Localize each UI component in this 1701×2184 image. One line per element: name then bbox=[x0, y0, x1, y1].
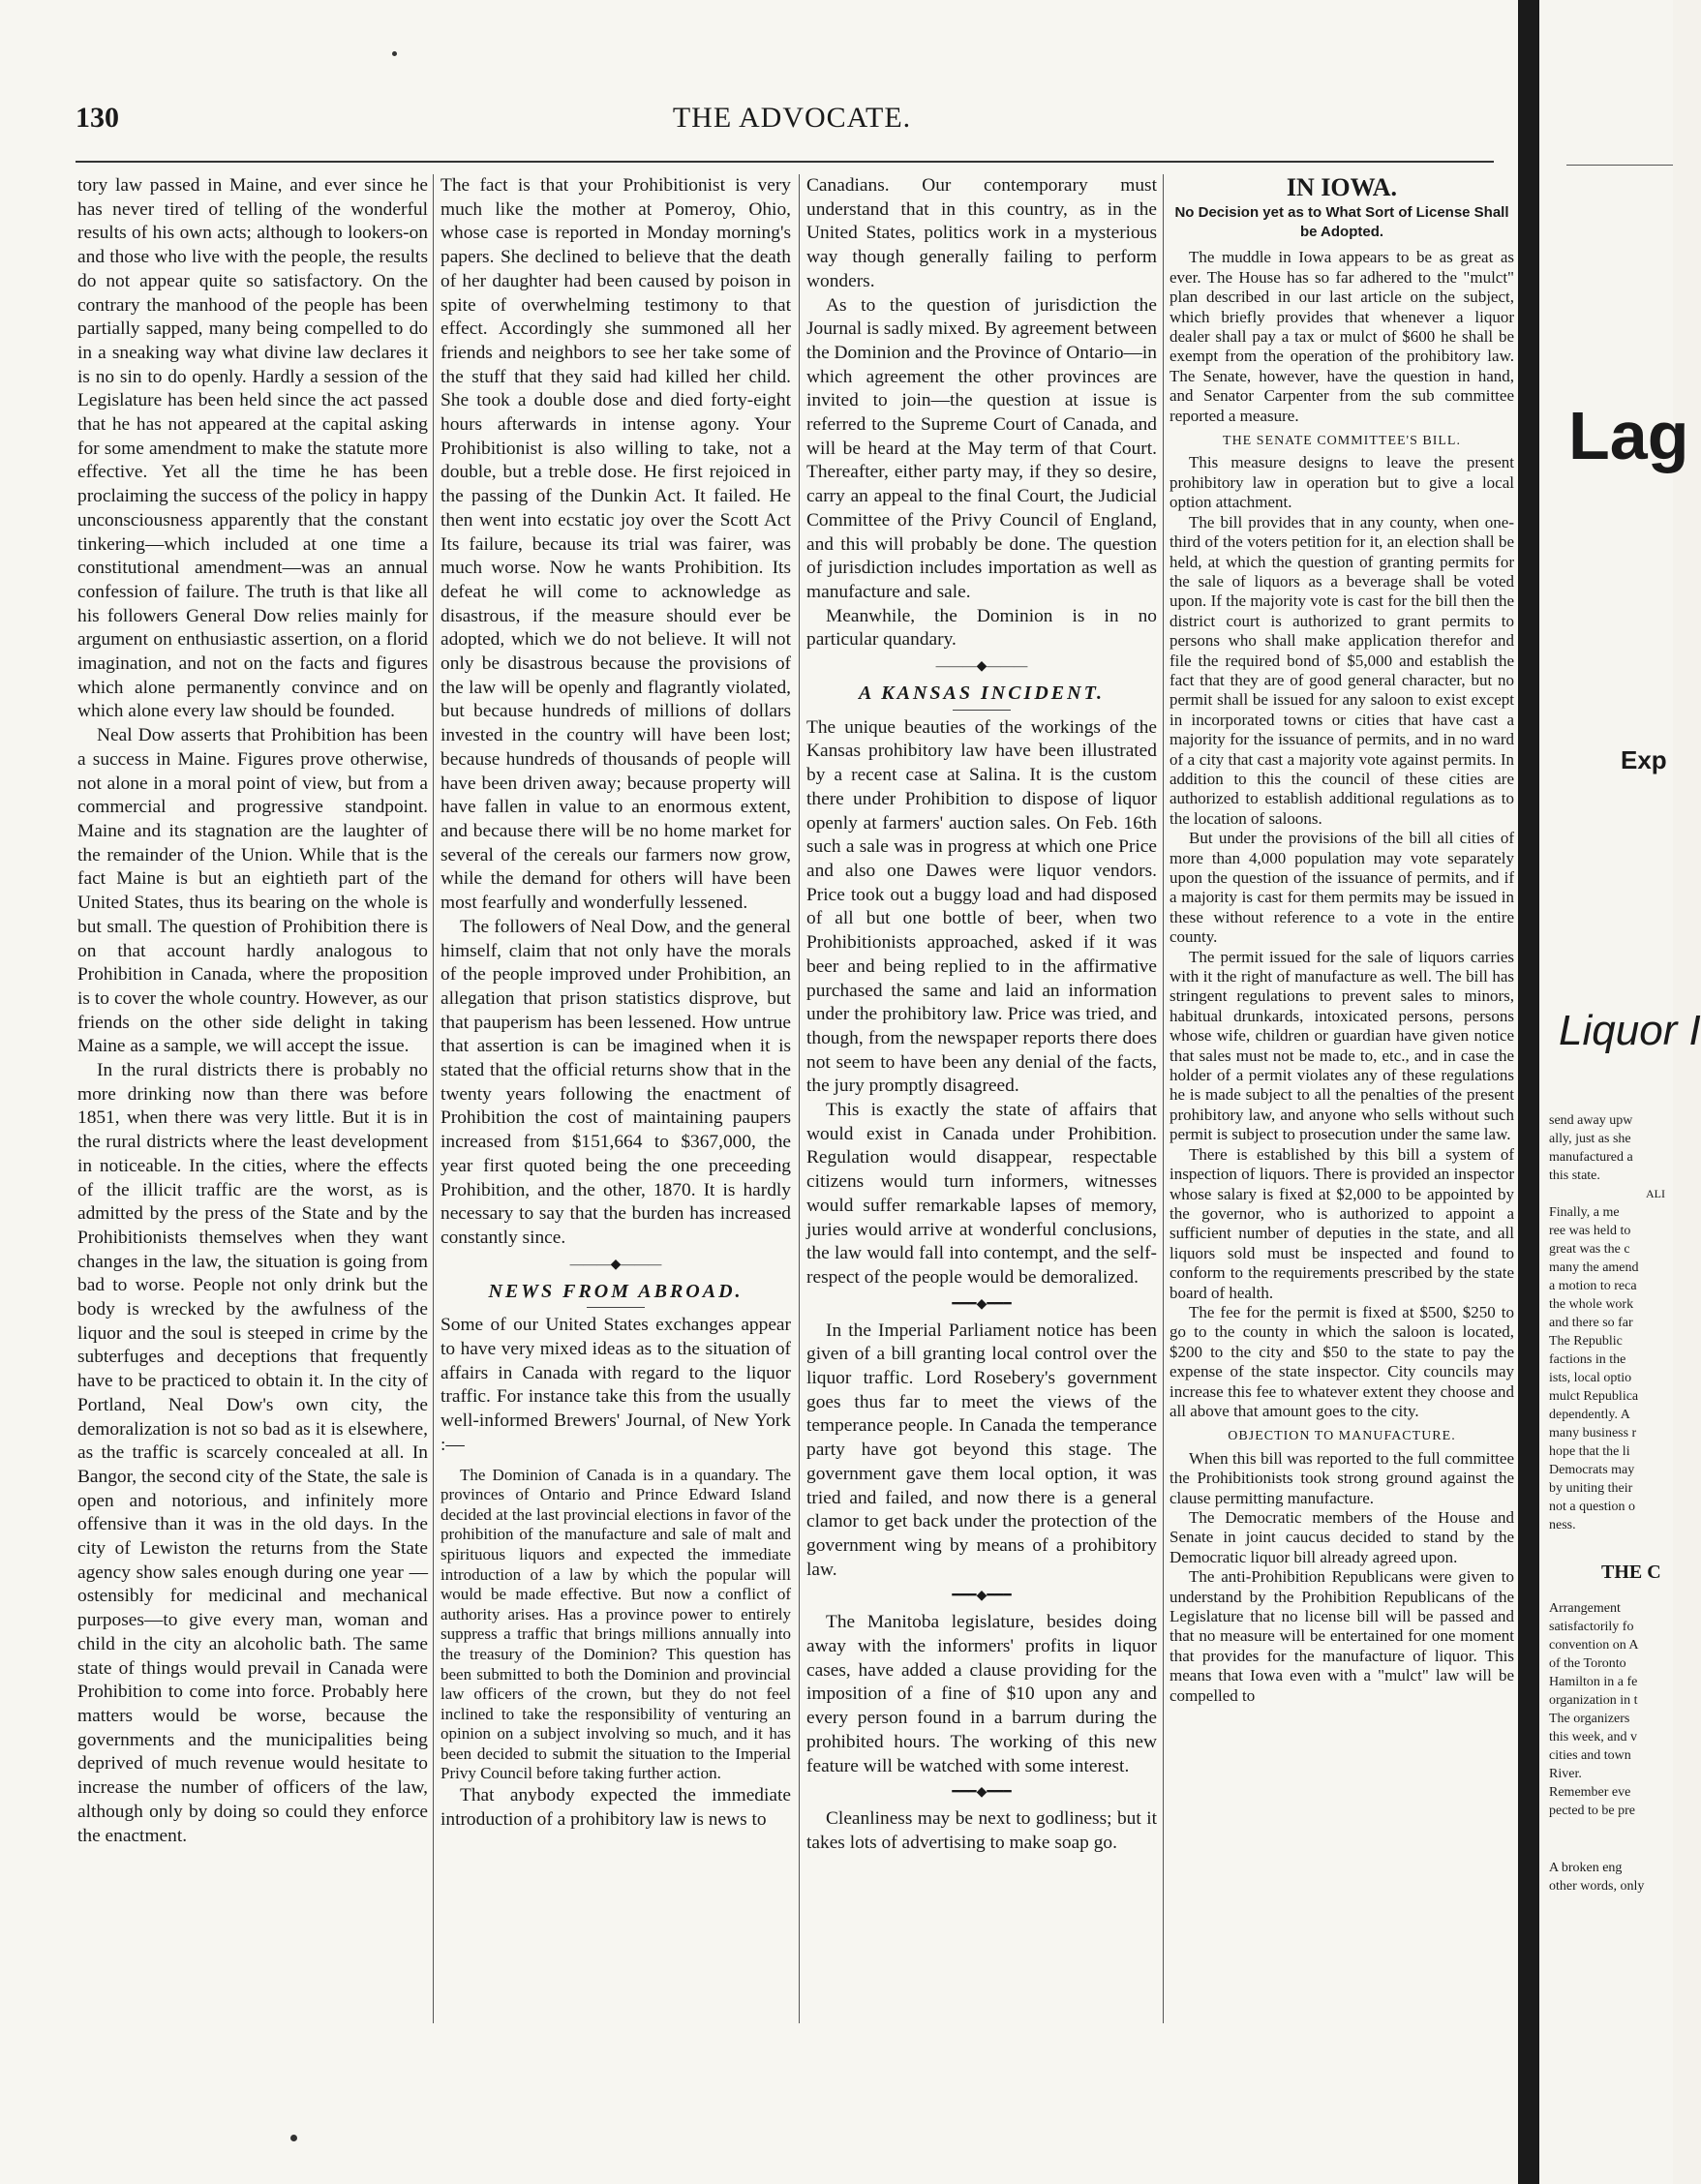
text-line: a motion to reca bbox=[1549, 1279, 1637, 1293]
text-line: manufactured a bbox=[1549, 1150, 1633, 1165]
header-rule bbox=[76, 161, 1494, 163]
rule bbox=[1566, 165, 1673, 166]
partial-text-block bbox=[1549, 1111, 1665, 1896]
paragraph: This is exactly the state of affairs that would exist in Canada under Prohibition. Regulation would disappear, respectable citizens would turn informers, witnesses would suffer remarkable lapses of memory, juries would arrive at wonderful conclusions, the law would fall into contempt, and the self-respect of the people would be demoralized. bbox=[806, 1100, 1157, 1288]
text-line: other words, only bbox=[1549, 1879, 1645, 1894]
text-line: hope that the li bbox=[1549, 1444, 1630, 1459]
page-header bbox=[76, 102, 1508, 148]
text-line: satisfactorily fo bbox=[1549, 1620, 1634, 1634]
text-line: organization in t bbox=[1549, 1693, 1638, 1708]
text-line: Hamilton in a fe bbox=[1549, 1675, 1638, 1689]
column-3 bbox=[806, 174, 1157, 2110]
paragraph: The Manitoba legislature, besides doing away with the informers' profits in liquor cases, have added a clause providing for the imposition of a fine of $10 upon any and every person found in a barrum during the prohibited hours. The working of this new feature will be watched with some interest. bbox=[806, 1612, 1157, 1776]
partial-headline: THE C bbox=[1601, 1562, 1661, 1583]
text-line: Arrangement bbox=[1549, 1601, 1621, 1616]
paper-speck bbox=[392, 51, 397, 56]
text-line: River. bbox=[1549, 1767, 1582, 1781]
paragraph: The permit issued for the sale of liquors carries with it the right of manufacture as well. The bill has stringent regulations to prevent sales to minors, habitual drunkards, intoxicated persons, persons whose wife, children or guardian have given notice that sales must not be made to, etc., and in case the holder of a permit violates any of these regulations he is made subject to all the penalties of the present prohibitory law, and anyone who sells without such permit is subject to prosecution under the same law. bbox=[1169, 947, 1514, 1144]
ornament-divider: ———◆——— bbox=[569, 1257, 662, 1272]
paragraph: The muddle in Iowa appears to be as great as ever. The House has so far adhered to the "mulct" plan described in our last article on the subject, which briefly provides that whenever a liquor dealer shall pay a tax or mulct of $600 he shall be exempt from the operation of the prohibitory law. The Senate, however, have the question in hand, and Senator Carpenter from the sub committee reported a measure. bbox=[1169, 248, 1514, 425]
short-rule bbox=[953, 710, 1011, 711]
text-line: The Republic bbox=[1549, 1334, 1623, 1349]
article-headline-in-iowa: IN IOWA. bbox=[1286, 173, 1398, 201]
quoted-excerpt: The Dominion of Canada is in a quandary. The provinces of Ontario and Prince Edward Island decided at the last provincial elections in favor of the prohibition of the manufacture and sale of malt and spirituous liquors and expected the immediate introduction of a law by which the popular will would be made effective. But now a conflict of authority arises. Has a province power to entirely suppress a traffic that brings millions annually into the treasury of the Dominion? This question has been submitted to both the Dominion and provincial law officers of the crown, but they do not feel inclined to take the responsibility of venturing an opinion on a subject involving so much, and it has been decided to submit the situation to the Imperial Privy Council before taking further action. bbox=[440, 1465, 791, 1783]
text-line: pected to be pre bbox=[1549, 1804, 1636, 1818]
binding-gutter bbox=[1518, 0, 1539, 2184]
paragraph: But under the provisions of the bill all cities of more than 4,000 population may vote separately upon the question of the issuance of permits, and if a majority is cast for them permits may be issued in these without reference to a vote in the entire county. bbox=[1169, 829, 1514, 947]
paragraph: The Democratic members of the House and Senate in joint caucus decided to stand by the Democratic liquor bill already agreed upon. bbox=[1169, 1508, 1514, 1566]
text-line: by uniting their bbox=[1549, 1481, 1633, 1496]
section-subheading: OBJECTION TO MANUFACTURE. bbox=[1228, 1429, 1456, 1444]
column-2 bbox=[440, 174, 791, 2110]
text-line: many business r bbox=[1549, 1426, 1637, 1441]
partial-headline: Exp bbox=[1621, 745, 1667, 774]
text-line: ness. bbox=[1549, 1518, 1576, 1532]
partial-headline: Liquor I bbox=[1559, 1007, 1701, 1054]
text-line: this week, and v bbox=[1549, 1730, 1637, 1744]
text-line: the whole work bbox=[1549, 1297, 1634, 1312]
text-line: this state. bbox=[1549, 1168, 1600, 1183]
column-divider bbox=[799, 174, 800, 2023]
paragraph: This measure designs to leave the present prohibitory law in operation but to give a local option attachment. bbox=[1169, 453, 1514, 512]
paragraph: Some of our United States exchanges appear to have very mixed ideas as to the situation of affairs in Canada with regard to the liquor traffic. For instance take this from the usually well-informed Brewers' Journal, of New York :— bbox=[440, 1315, 791, 1455]
text-line: mulct Republica bbox=[1549, 1389, 1639, 1404]
paragraph: When this bill was reported to the full committee the Prohibitionists took strong ground against the clause permitting manufacture. bbox=[1169, 1448, 1514, 1507]
paragraph: The bill provides that in any county, when one-third of the voters petition for it, an election shall be held, at which the question of granting permits for the sale of liquors as a beverage shall be voted upon. If the majority vote is cast for the bill then the district court is authorized to grant permits to persons who shall make application therefor and file the required bond of $5,000 and establish the fact that they are of good general character, but no permit shall be issued for any saloon to exist except in incorporated towns or cities that have cast a majority for the issuance of permits, and in no ward of a city that cast a majority vote against permits. In addition to this the council of these cities are authorized to establish additional regulations as to the location of saloons. bbox=[1169, 512, 1514, 828]
text-line: cities and town bbox=[1549, 1748, 1631, 1763]
text-line: many the amend bbox=[1549, 1260, 1639, 1275]
paragraph: That anybody expected the immediate introduction of a prohibitory law is news to bbox=[440, 1785, 791, 1830]
text-line: ists, local optio bbox=[1549, 1371, 1632, 1385]
article-headline-news-from-abroad: NEWS FROM ABROAD. bbox=[488, 1280, 744, 1302]
paragraph: The followers of Neal Dow, and the general himself, claim that not only have the morals of the people improved under Prohibition, an allegation that prison statistics disprove, but that pauperism has been lessened. How untrue that assertion is can be imagined when it is stated that the official returns show that in the twenty years following the enactment of Prohibition the cost of maintaining paupers increased from $151,664 to $367,000, the year first quoted being the one preceeding Prohibition, and the other, 1870. It is hardly necessary to say that the burden has increased constantly since. bbox=[440, 916, 791, 1248]
paragraph: The fact is that your Prohibitionist is very much like the mother at Pomeroy, Ohio, whose case is reported in Monday morning's papers. She declined to believe that the death of her daughter had been caused by poison in spite of overwhelming testimony to that effect. Accordingly she summoned all her friends and neighbors to see her take some of the stuff that they said had killed her child. She took a double dose and died forty-eight hours afterwards in intense agony. Your Prohibitionist is also willing to take, not a double, but a treble dose. He first rejoiced in the passing of the Dunkin Act. It failed. He then went into ecstatic joy over the Scott Act Its failure, because its trial was fairer, was much worse. Now he wants Prohibition. Its defeat he will come to acknowledge as disastrous, if the measure should ever be adopted, which we do not believe. It will not only be disastrous because the provisions of the law will be openly and flagrantly violated, but because hundreds of millions of dollars invested in the country will have been lost; because hundreds of thousands of people will have been driven away; because property will have fallen in value to an enormous extent, and because there will be no home market for several of the cereals our farmers now grow, while the demand for others will have been most fearfully and wonderfully lessened. bbox=[440, 175, 791, 914]
paper-speck bbox=[290, 2135, 297, 2141]
text-line: convention on A bbox=[1549, 1638, 1639, 1653]
paragraph: There is established by this bill a system of inspection of liquors. There is provided an inspector whose salary is fixed at $2,000 to be appointed by the governor, who is authorized to appoint a sufficient number of deputies in the state, and all liquors sold must be inspected and found to conform to the requirements prescribed by the state board of health. bbox=[1169, 1144, 1514, 1302]
text-line: A broken eng bbox=[1549, 1861, 1623, 1875]
column-divider bbox=[1163, 174, 1164, 2023]
adjacent-page-edge bbox=[1539, 0, 1701, 2184]
text-line: ree was held to bbox=[1549, 1224, 1631, 1238]
text-line: great was the c bbox=[1549, 1242, 1630, 1257]
column-1 bbox=[77, 174, 428, 2110]
paragraph: In the rural districts there is probably no more drinking now than there was before 1851, when there was very little. But it is in the rural districts where the least development in noticeable. In the cities, where the effects of the illicit traffic are the worst, as is admitted by the press of the State and by the Prohibitionists themselves when they want changes in the law, the situation is going from bad to worse. People not only drink but the body is wrecked by the awfulness of the liquor and the soul is steeped in crime by the subterfuges and deceptions that frequently have to be practiced to obtain it. In the city of Portland, Neal Dow's own city, the demoralization is not so bad as it is elsewhere, as the traffic is scarcely concealed at all. In Bangor, the second city of the State, the sale is open and notorious, and infinitely more offensive than it was in the old days. In the city of Lewiston the returns from the State agency show sales enough during one year —ostensibly for medicinal and mechanical purposes—to give every man, woman and child in the city an alcoholic bath. The same state of things would prevail in Canada were Prohibition to come into force. Probably here matters would be worse, because the governments and the municipalities being deprived of much revenue would hesitate to increase the number of officers of the law, although only by doing so could they enforce the enactment. bbox=[77, 1060, 428, 1846]
short-rule bbox=[587, 1307, 645, 1308]
text-line: The organizers bbox=[1549, 1712, 1630, 1726]
partial-headline: Lag bbox=[1568, 398, 1689, 473]
paragraph: The fee for the permit is fixed at $500, $250 to go to the county in which the saloon is located, $200 to the city and $50 to the state to pay the expense of the state inspector. City councils may increase this fee to whatever extent they choose and all above that amount goes to the city. bbox=[1169, 1302, 1514, 1420]
ornament-divider: ━━━◆━━━ bbox=[952, 1589, 1012, 1604]
text-line: factions in the bbox=[1549, 1352, 1626, 1367]
text-line: Remember eve bbox=[1549, 1785, 1631, 1800]
text-line: ally, just as she bbox=[1549, 1132, 1631, 1146]
column-4 bbox=[1169, 174, 1514, 2110]
ornament-divider: ━━━◆━━━ bbox=[952, 1296, 1012, 1312]
text-line: of the Toronto bbox=[1549, 1656, 1626, 1671]
ornament-divider: ———◆——— bbox=[935, 659, 1028, 675]
text-line: send away upw bbox=[1549, 1113, 1633, 1128]
paragraph: In the Imperial Parliament notice has been given of a bill granting local control over the liquor traffic. Lord Rosebery's government goes thus far to meet the views of the temperance people. In Canada the temperance party have got beyond this stage. The government gave them local option, it was tried and failed, and now there is a general clamor to get back under the protection of the government wing by means of a prohibitory law. bbox=[806, 1320, 1157, 1580]
paragraph: Neal Dow asserts that Prohibition has been a success in Maine. Figures prove otherwise, not alone in a moral point of view, but from a commercial and progressive standpoint. Maine and its stagnation are the laughter of the remainder of the Union. While that is the fact Maine is but an eightieth part of the United States, thus its bearing on the whole is but small. The question of Prohibition there is on that account hardly analogous to Prohibition in Canada, where the proposition is to cover the whole country. However, as our friends on the other side delight in taking Maine as a sample, we will accept the issue. bbox=[77, 725, 428, 1057]
text-line: ALI bbox=[1646, 1187, 1665, 1200]
paragraph: tory law passed in Maine, and ever since he has never tired of telling of the wonderful results of his own acts; although to lookers-on and those who live with the people, the results do not appear quite so satisfactory. On the contrary the manhood of the people has been partially sapped, many being compelled to do in a sneaking way what divine law declares it is no sin to do openly. Hardly a session of the Legislature has been held since the act passed that he has not appeared at the capital asking for some amendment to make the statute more effective. Yet all the time he has been proclaiming the success of the policy in happy unconsciousness apparently that the constant tinkering—which included at one time a constitutional amendment—was an annual confession of failure. The truth is that like all his followers General Dow relies mainly for argument on enthusiastic assertion, on a florid imagination, and not on the facts and figures which alone permanently convince and on which alone every law should be founded. bbox=[77, 175, 428, 722]
masthead-title: THE ADVOCATE. bbox=[672, 102, 912, 134]
text-line: Democrats may bbox=[1549, 1463, 1635, 1477]
paragraph: Cleanliness may be next to godliness; but it takes lots of advertising to make soap go. bbox=[806, 1808, 1157, 1853]
section-subheading: THE SENATE COMMITTEE'S BILL. bbox=[1223, 434, 1461, 449]
text-line: not a question o bbox=[1549, 1500, 1636, 1514]
paragraph: As to the question of jurisdiction the Journal is sadly mixed. By agreement between the Dominion and the Province of Ontario—in which agreement the other provinces are invited to join—the question at issue is referred to the Supreme Court of Canada, and will be heard at the May term of that Court. Thereafter, either party may, if they so desire, carry an appeal to the final Court, the Judicial Committee of the Privy Council of England, and this will probably be done. The question of jurisdiction includes importation as well as manufacture and sale. bbox=[806, 294, 1157, 602]
ornament-divider: ━━━◆━━━ bbox=[952, 1785, 1012, 1801]
article-subheadline: No Decision yet as to What Sort of License Shall be Adopted. bbox=[1174, 204, 1509, 241]
paragraph: Meanwhile, the Dominion is in no particular quandary. bbox=[806, 605, 1157, 651]
text-line: and there so far bbox=[1549, 1316, 1633, 1330]
page-number: 130 bbox=[76, 102, 119, 134]
article-headline-kansas-incident: A KANSAS INCIDENT. bbox=[859, 682, 1105, 705]
paragraph: Canadians. Our contemporary must understand that in this country, as in the United States, politics work in a mysterious way though generally failing to perform wonders. bbox=[806, 175, 1157, 291]
paragraph: The unique beauties of the workings of the Kansas prohibitory law have been illustrated by a recent case at Salina. It is the custom there under Prohibition to dispose of liquor openly at farmers' auction sales. On Feb. 16th such a sale was in progress at which one Price and also one Dawes were liquor vendors. Price took out a buggy load and had disposed of all but one bottle of beer, when two Prohibitionists approached, asked if it was beer and being replied to in the affirmative purchased the same and laid an information under the prohibitory law. Price was tried, and though, from the newspaper reports there does not seem to have been any denial of the facts, the jury promptly disagreed. bbox=[806, 716, 1157, 1097]
text-line: Finally, a me bbox=[1549, 1205, 1620, 1220]
paragraph: The anti-Prohibition Republicans were given to understand by the Prohibition Republicans of the Legislature that no license bill will be passed and that no measure will be entertained for one moment that provides for the manufacture of liquor. This means that Iowa even with a "mulct" law will be compelled to bbox=[1169, 1567, 1514, 1705]
text-line: dependently. A bbox=[1549, 1408, 1630, 1422]
column-divider bbox=[433, 174, 434, 2023]
